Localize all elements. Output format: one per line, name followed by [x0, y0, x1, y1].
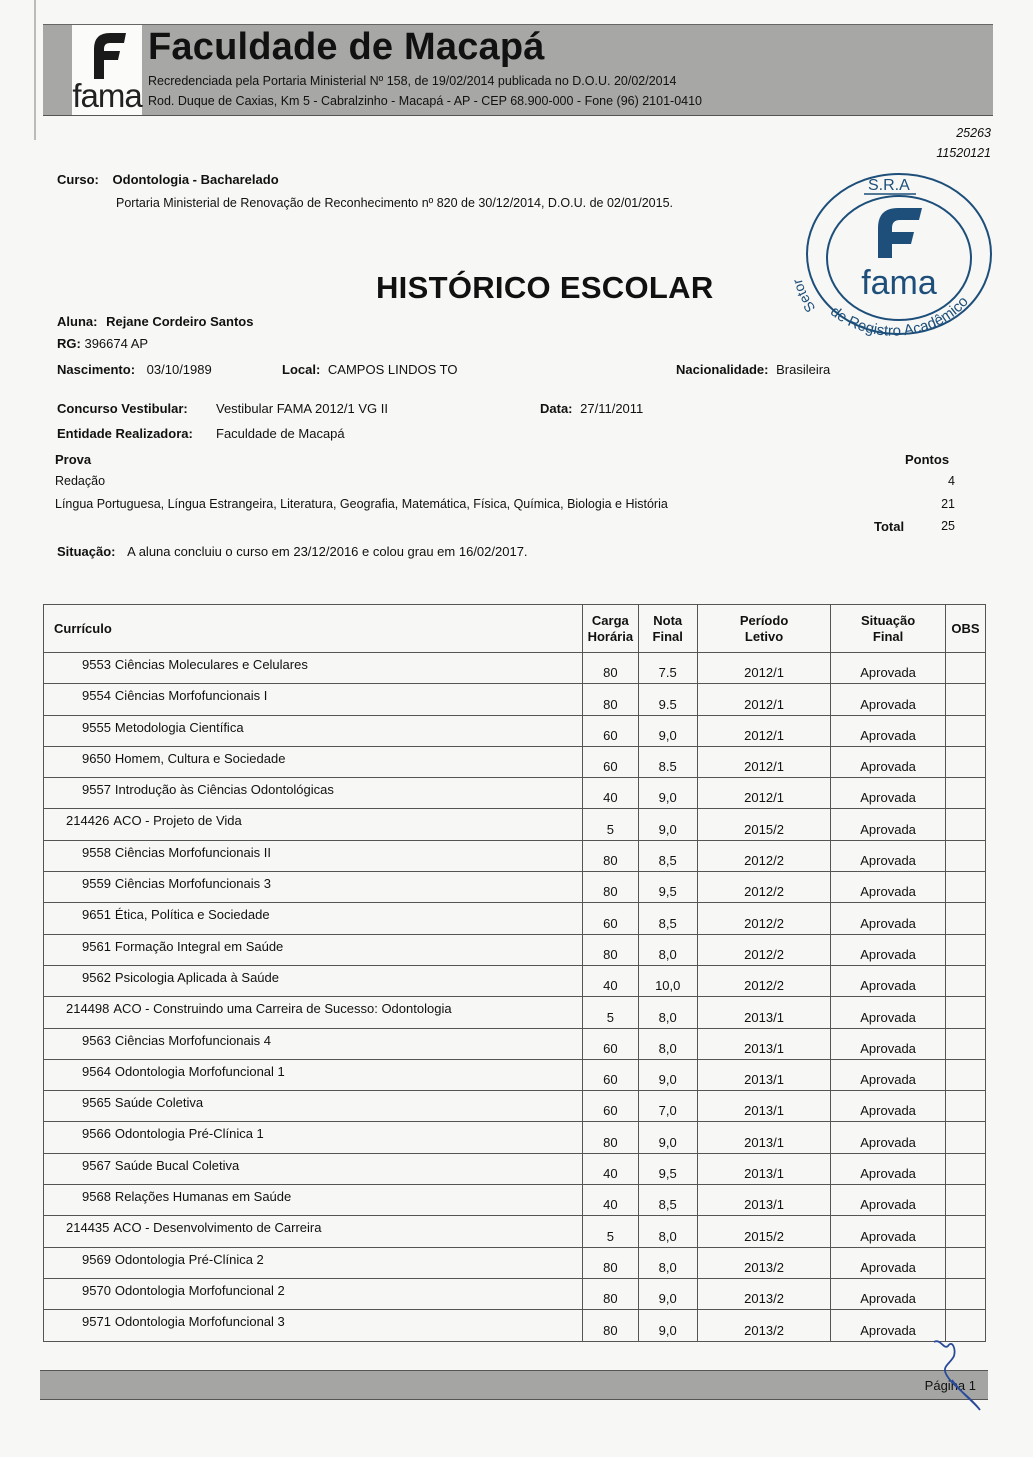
cell-periodo-letivo: 2015/2 — [697, 809, 830, 840]
prova-row-points: 21 — [941, 497, 955, 511]
nationality-label: Nacionalidade: — [676, 362, 769, 377]
cell-situacao-final: Aprovada — [831, 809, 946, 840]
total-value: 25 — [941, 519, 955, 533]
course-name: Ciências Morfofuncionais 3 — [114, 876, 271, 892]
cell-course — [44, 872, 583, 903]
cell-obs — [945, 809, 985, 840]
cell-obs — [945, 746, 985, 777]
cell-periodo-letivo: 2012/1 — [697, 715, 830, 746]
stamp-ring-bottom-text: de Registro Acadêmico — [827, 293, 972, 340]
paper-edge — [34, 0, 36, 140]
course-code: 9566 — [82, 1126, 111, 1142]
cell-course — [44, 715, 583, 746]
course-code: 9562 — [82, 969, 111, 985]
cell-carga-horaria: 80 — [583, 872, 638, 903]
course-name: Saúde Coletiva — [114, 1095, 204, 1111]
course-code: 9558 — [82, 844, 111, 860]
cell-obs — [945, 1216, 985, 1247]
cell-situacao-final: Aprovada — [831, 778, 946, 809]
situation-text: A aluna concluiu o curso em 23/12/2016 e colou grau em 16/02/2017. — [127, 544, 528, 559]
cell-course — [44, 809, 583, 840]
table-row — [44, 1247, 986, 1278]
entity-value: Faculdade de Macapá — [216, 426, 345, 441]
cell-carga-horaria: 60 — [583, 1028, 638, 1059]
entity-field — [57, 426, 193, 441]
cell-obs — [945, 965, 985, 996]
place-value: CAMPOS LINDOS TO — [327, 362, 458, 377]
col-header-obs: OBS — [945, 605, 985, 653]
cell-nota-final: 9,0 — [638, 1310, 697, 1341]
table-row — [44, 1091, 986, 1122]
cell-situacao-final: Aprovada — [831, 934, 946, 965]
cell-carga-horaria: 5 — [583, 997, 638, 1028]
document-number: 25263 — [956, 126, 991, 140]
course-code: 9553 — [82, 657, 111, 672]
cell-situacao-final: Aprovada — [831, 903, 946, 934]
table-row — [44, 872, 986, 903]
cell-carga-horaria: 40 — [583, 1185, 638, 1216]
course-code: 9564 — [82, 1063, 111, 1079]
cell-periodo-letivo: 2013/1 — [697, 1153, 830, 1184]
cell-course — [44, 903, 583, 934]
table-header-row — [44, 605, 986, 653]
cell-situacao-final: Aprovada — [831, 997, 946, 1028]
table-row — [44, 1185, 986, 1216]
table-row — [44, 1278, 986, 1309]
cell-obs — [945, 840, 985, 871]
table-row — [44, 746, 986, 777]
cell-course — [44, 746, 583, 777]
cell-carga-horaria: 80 — [583, 1278, 638, 1309]
cell-periodo-letivo: 2013/1 — [697, 1028, 830, 1059]
place-label: Local: — [282, 362, 321, 377]
course-name: ACO - Desenvolvimento de Carreira — [113, 1220, 322, 1236]
course-code: 9569 — [82, 1251, 111, 1267]
cell-obs — [945, 934, 985, 965]
birth-field — [57, 362, 212, 377]
exam-date-field — [540, 401, 643, 416]
cell-course — [44, 997, 583, 1028]
cell-situacao-final: Aprovada — [831, 1310, 946, 1341]
course-code: 9554 — [82, 688, 111, 704]
cell-periodo-letivo: 2012/2 — [697, 934, 830, 965]
cell-nota-final: 8,0 — [638, 997, 697, 1028]
course-name: Odontologia Morfofuncional 2 — [114, 1282, 285, 1298]
cell-periodo-letivo: 2012/1 — [697, 684, 830, 715]
course-name: Introdução às Ciências Odontológicas — [114, 782, 334, 798]
course-name: Odontologia Pré-Clínica 2 — [114, 1251, 264, 1267]
table-row — [44, 809, 986, 840]
course-code: 9570 — [82, 1282, 111, 1298]
institution-logo — [72, 25, 142, 115]
course-code: 9571 — [82, 1314, 111, 1330]
prova-row-name: Língua Portuguesa, Língua Estrangeira, Literatura, Geografia, Matemática, Física, Química, Biologia e História — [55, 497, 668, 511]
cell-periodo-letivo: 2013/1 — [697, 997, 830, 1028]
table-row — [44, 1216, 986, 1247]
cell-situacao-final: Aprovada — [831, 715, 946, 746]
place-field — [282, 362, 457, 377]
course-name: Psicologia Aplicada à Saúde — [114, 969, 279, 985]
cell-carga-horaria: 40 — [583, 965, 638, 996]
cell-nota-final: 9,0 — [638, 1059, 697, 1090]
situation-field — [57, 544, 528, 559]
cell-obs — [945, 1122, 985, 1153]
cell-situacao-final: Aprovada — [831, 1278, 946, 1309]
cell-situacao-final: Aprovada — [831, 872, 946, 903]
cell-nota-final: 9,5 — [638, 872, 697, 903]
cell-situacao-final: Aprovada — [831, 1059, 946, 1090]
course-code: 9559 — [82, 876, 111, 892]
student-name: Rejane Cordeiro Santos — [106, 314, 254, 329]
col-header-carga: Carga Horária — [583, 605, 638, 653]
course-code: 9650 — [82, 750, 111, 766]
prova-header: Prova — [55, 452, 92, 467]
cell-course — [44, 840, 583, 871]
course-code: 9565 — [82, 1095, 111, 1111]
course-code: 9568 — [82, 1189, 111, 1205]
cell-obs — [945, 653, 985, 684]
cell-nota-final: 8.5 — [638, 746, 697, 777]
pontos-header: Pontos — [905, 452, 950, 467]
address-text: Rod. Duque de Caxias, Km 5 - Cabralzinho - Macapá - AP - CEP 68.900-000 - Fone (96) 2101-0410 — [148, 94, 703, 108]
course-name: Metodologia Científica — [114, 719, 244, 735]
cell-periodo-letivo: 2012/1 — [697, 653, 830, 684]
cell-course — [44, 1216, 583, 1247]
cell-periodo-letivo: 2013/1 — [697, 1059, 830, 1090]
course-code: 214435 — [66, 1220, 110, 1236]
cell-carga-horaria: 80 — [583, 1247, 638, 1278]
course-label: Curso: — [57, 172, 99, 187]
cell-nota-final: 8,0 — [638, 1216, 697, 1247]
cell-nota-final: 8,5 — [638, 840, 697, 871]
registry-stamp — [786, 158, 998, 348]
exam-date-label: Data: — [540, 401, 573, 416]
course-code: 9557 — [82, 782, 111, 798]
cell-course — [44, 653, 583, 684]
cell-carga-horaria: 60 — [583, 746, 638, 777]
cell-nota-final: 9,0 — [638, 1122, 697, 1153]
rg-label: RG: — [57, 336, 81, 351]
cell-obs — [945, 997, 985, 1028]
course-name: Homem, Cultura e Sociedade — [114, 750, 286, 766]
course-name: Odontologia Pré-Clínica 1 — [114, 1126, 264, 1142]
cell-obs — [945, 1091, 985, 1122]
cell-course — [44, 684, 583, 715]
cell-carga-horaria: 80 — [583, 653, 638, 684]
cell-nota-final: 9,0 — [638, 1278, 697, 1309]
course-code: 9563 — [82, 1032, 111, 1048]
student-name-field — [57, 314, 253, 329]
course-code: 9555 — [82, 719, 111, 735]
col-header-curriculo: Currículo — [44, 605, 583, 653]
cell-carga-horaria: 40 — [583, 778, 638, 809]
table-row — [44, 684, 986, 715]
cell-periodo-letivo: 2013/2 — [697, 1247, 830, 1278]
cell-obs — [945, 903, 985, 934]
table-row — [44, 1028, 986, 1059]
course-code: 214498 — [66, 1001, 110, 1017]
cell-nota-final: 9.5 — [638, 684, 697, 715]
cell-carga-horaria: 60 — [583, 1091, 638, 1122]
total-label: Total — [874, 519, 905, 534]
cell-obs — [945, 1247, 985, 1278]
birth-label: Nascimento: — [57, 362, 136, 377]
cell-obs — [945, 872, 985, 903]
stamp-ring-left-text: Setor — [788, 277, 819, 316]
cell-nota-final: 7.5 — [638, 653, 697, 684]
cell-carga-horaria: 5 — [583, 1216, 638, 1247]
cell-course — [44, 1153, 583, 1184]
cell-course — [44, 1122, 583, 1153]
table-row — [44, 1059, 986, 1090]
course-ordinance: Portaria Ministerial de Renovação de Reconhecimento nº 820 de 30/12/2014, D.O.U. de 02/01/2015. — [116, 196, 674, 210]
cell-course — [44, 965, 583, 996]
course-name: Ciências Moleculares e Celulares — [114, 657, 308, 672]
cell-course — [44, 1185, 583, 1216]
grades-table — [43, 604, 986, 1342]
cell-obs — [945, 778, 985, 809]
cell-obs — [945, 1028, 985, 1059]
stamp-top-text: S.R.A — [868, 177, 910, 194]
cell-carga-horaria: 60 — [583, 903, 638, 934]
cell-situacao-final: Aprovada — [831, 1028, 946, 1059]
cell-nota-final: 8,0 — [638, 1028, 697, 1059]
footer-bar — [40, 1370, 988, 1400]
cell-carga-horaria: 80 — [583, 684, 638, 715]
course-name: Relações Humanas em Saúde — [114, 1189, 292, 1205]
cell-situacao-final: Aprovada — [831, 840, 946, 871]
cell-carga-horaria: 60 — [583, 715, 638, 746]
cell-carga-horaria: 5 — [583, 809, 638, 840]
table-row — [44, 653, 986, 684]
prova-row-points: 4 — [948, 474, 955, 488]
situation-label: Situação: — [57, 544, 116, 559]
cell-course — [44, 1310, 583, 1341]
cell-carga-horaria: 80 — [583, 1122, 638, 1153]
col-header-periodo: Período Letivo — [697, 605, 830, 653]
stamp-logo-text: fama — [861, 264, 937, 302]
table-row — [44, 840, 986, 871]
course-code: 9651 — [82, 907, 111, 923]
course-code: 214426 — [66, 813, 110, 829]
cell-carga-horaria: 80 — [583, 840, 638, 871]
course-name: Odontologia - Bacharelado — [112, 172, 279, 187]
cell-course — [44, 1247, 583, 1278]
signature-mark — [930, 1336, 990, 1416]
cell-periodo-letivo: 2013/2 — [697, 1278, 830, 1309]
accreditation-text: Recredenciada pela Portaria Ministerial Nº 158, de 19/02/2014 publicada no D.O.U. 20/02/2014 — [148, 74, 677, 88]
course-name: Saúde Bucal Coletiva — [114, 1157, 240, 1173]
rg-value: 396674 AP — [84, 336, 149, 351]
cell-course — [44, 934, 583, 965]
course-code: 9567 — [82, 1157, 111, 1173]
cell-periodo-letivo: 2013/1 — [697, 1185, 830, 1216]
cell-situacao-final: Aprovada — [831, 1091, 946, 1122]
table-row — [44, 997, 986, 1028]
contest-value: Vestibular FAMA 2012/1 VG II — [216, 401, 388, 416]
cell-carga-horaria: 60 — [583, 1059, 638, 1090]
student-name-label: Aluna: — [57, 314, 98, 329]
cell-periodo-letivo: 2012/2 — [697, 965, 830, 996]
course-name: Formação Integral em Saúde — [114, 938, 284, 954]
table-row — [44, 1153, 986, 1184]
cell-situacao-final: Aprovada — [831, 1216, 946, 1247]
cell-nota-final: 9,5 — [638, 1153, 697, 1184]
cell-nota-final: 9,0 — [638, 778, 697, 809]
logo-wordmark: fama — [72, 77, 142, 114]
cell-course — [44, 1091, 583, 1122]
prova-row-name: Redação — [55, 474, 106, 488]
cell-nota-final: 8,0 — [638, 934, 697, 965]
cell-course — [44, 778, 583, 809]
cell-periodo-letivo: 2012/2 — [697, 840, 830, 871]
table-row — [44, 934, 986, 965]
fama-f-icon — [84, 29, 128, 79]
contest-label: Concurso Vestibular: — [57, 401, 188, 416]
birth-value: 03/10/1989 — [146, 362, 212, 377]
cell-carga-horaria: 80 — [583, 934, 638, 965]
col-header-situacao: Situação Final — [831, 605, 946, 653]
cell-nota-final: 8,0 — [638, 1247, 697, 1278]
course-name: Odontologia Morfofuncional 3 — [114, 1314, 285, 1330]
cell-situacao-final: Aprovada — [831, 1185, 946, 1216]
cell-situacao-final: Aprovada — [831, 965, 946, 996]
cell-nota-final: 9,0 — [638, 809, 697, 840]
cell-periodo-letivo: 2015/2 — [697, 1216, 830, 1247]
col-header-nota: Nota Final — [638, 605, 697, 653]
entity-label: Entidade Realizadora: — [57, 426, 193, 441]
cell-course — [44, 1278, 583, 1309]
course-code: 9561 — [82, 938, 111, 954]
cell-periodo-letivo: 2012/2 — [697, 903, 830, 934]
cell-periodo-letivo: 2013/1 — [697, 1091, 830, 1122]
course-name: Ciências Morfofuncionais 4 — [114, 1032, 271, 1048]
cell-periodo-letivo: 2013/2 — [697, 1310, 830, 1341]
cell-periodo-letivo: 2012/1 — [697, 778, 830, 809]
exam-date-value: 27/11/2011 — [580, 401, 644, 416]
cell-situacao-final: Aprovada — [831, 1122, 946, 1153]
cell-nota-final: 9,0 — [638, 715, 697, 746]
table-row — [44, 715, 986, 746]
course-field — [57, 172, 279, 187]
contest-field — [57, 401, 188, 416]
cell-carga-horaria: 40 — [583, 1153, 638, 1184]
cell-obs — [945, 1278, 985, 1309]
cell-carga-horaria: 80 — [583, 1310, 638, 1341]
cell-obs — [945, 1185, 985, 1216]
institution-name: Faculdade de Macapá — [148, 26, 545, 68]
cell-periodo-letivo: 2013/1 — [697, 1122, 830, 1153]
nationality-value: Brasileira — [776, 362, 831, 377]
table-row — [44, 1310, 986, 1341]
cell-nota-final: 10,0 — [638, 965, 697, 996]
course-name: Ética, Política e Sociedade — [114, 907, 270, 923]
cell-obs — [945, 684, 985, 715]
registration-number: 11520121 — [936, 146, 991, 160]
cell-obs — [945, 715, 985, 746]
cell-situacao-final: Aprovada — [831, 684, 946, 715]
cell-nota-final: 8,5 — [638, 903, 697, 934]
cell-situacao-final: Aprovada — [831, 746, 946, 777]
page-number: Página 1 — [924, 1378, 976, 1393]
cell-situacao-final: Aprovada — [831, 1247, 946, 1278]
cell-obs — [945, 1059, 985, 1090]
grades-body — [44, 653, 986, 1342]
cell-nota-final: 8,5 — [638, 1185, 697, 1216]
course-name: Odontologia Morfofuncional 1 — [114, 1063, 285, 1079]
cell-situacao-final: Aprovada — [831, 653, 946, 684]
table-row — [44, 965, 986, 996]
document-title: HISTÓRICO ESCOLAR — [376, 270, 714, 305]
nationality-field — [676, 362, 830, 377]
rg-field — [57, 336, 148, 351]
cell-periodo-letivo: 2012/1 — [697, 746, 830, 777]
cell-nota-final: 7,0 — [638, 1091, 697, 1122]
cell-obs — [945, 1153, 985, 1184]
cell-course — [44, 1059, 583, 1090]
cell-situacao-final: Aprovada — [831, 1153, 946, 1184]
stamp-f-icon — [878, 208, 922, 258]
course-name: Ciências Morfofuncionais I — [114, 688, 268, 704]
cell-periodo-letivo: 2012/2 — [697, 872, 830, 903]
table-row — [44, 1122, 986, 1153]
course-name: ACO - Projeto de Vida — [113, 813, 242, 829]
course-name: ACO - Construindo uma Carreira de Sucesso: Odontologia — [113, 1001, 452, 1017]
table-row — [44, 778, 986, 809]
table-row — [44, 903, 986, 934]
cell-course — [44, 1028, 583, 1059]
course-name: Ciências Morfofuncionais II — [114, 844, 271, 860]
